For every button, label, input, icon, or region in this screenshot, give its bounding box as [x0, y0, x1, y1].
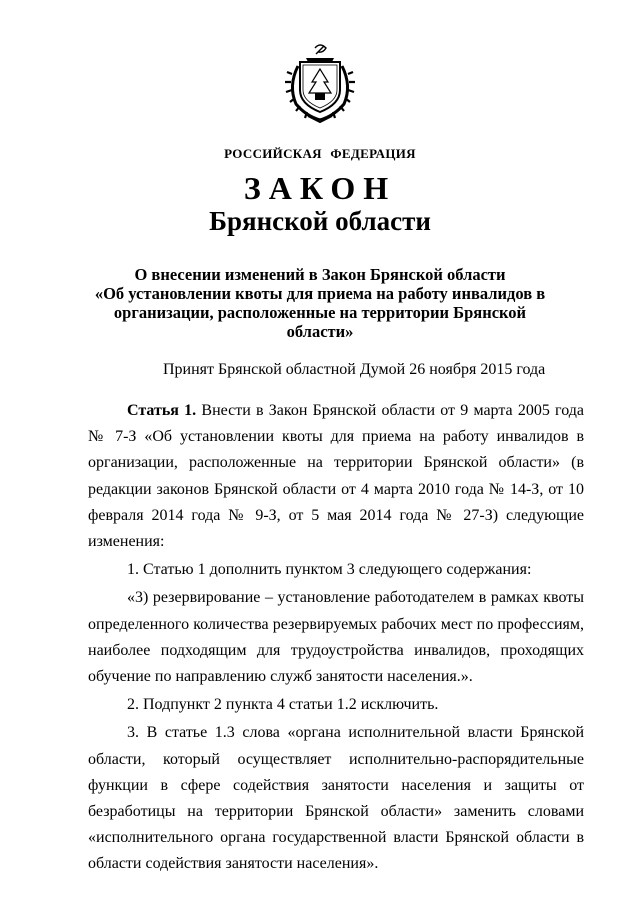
article-1-intro-text: Внести в Закон Брянской области от 9 марта 2005 года № 7-З «Об установлении квоты для приема на работу инвалидов в организации, расположенные на территории Брянской области» (в редакции законов Брянской области от 4 марта 2010 года № 14-З, от 10 февраля 2014 года № 9-З, от 5 мая 2014 года № 27-З) следующие изменения: — [88, 402, 584, 551]
law-title-line-1: О внесении изменений в Закон Брянской области — [134, 265, 506, 284]
article-1-item-3: 3. В статье 1.3 слова «органа исполнительной власти Брянской области, который осуществляет исполнительно-распорядительные функции в сфере содействия занятости населения и защиты от безработицы на территории Брянской области» заменить словами «исполнительного органа государственной власти Брянской области в области содействия занятости населения». — [88, 724, 584, 873]
region-heading: Брянской области — [209, 206, 431, 236]
article-1-item-1: 1. Статью 1 дополнить пунктом 3 следующего содержания: — [127, 561, 532, 579]
bryansk-oblast-coat-of-arms-icon — [282, 40, 358, 124]
law-title-line-2: «Об установлении квоты для приема на работу инвалидов в организации, расположенные на территории Брянской области» — [94, 284, 546, 341]
article-1-item-1-quote: «3) резервирование – установление работодателем в рамках квоты определенного количества резервируемых рабочих мест по профессиям, наиболее подходящим для трудоустройства инвалидов, проходящих обучение по направлению служб занятости населения.». — [88, 589, 584, 686]
adoption-statement: Принят Брянской областной Думой 26 ноября 2015 года — [163, 361, 546, 378]
law-title — [90, 265, 550, 341]
article-1-item-2: 2. Подпункт 2 пункта 4 статьи 1.2 исключить. — [127, 696, 439, 714]
article-1-label: Статья 1. — [127, 402, 197, 419]
law-body — [88, 398, 584, 880]
document-type-heading: ЗАКОН — [243, 170, 397, 206]
country-name: РОССИЙСКАЯ ФЕДЕРАЦИЯ — [224, 146, 416, 161]
article-1-intro-paragraph — [88, 398, 584, 555]
